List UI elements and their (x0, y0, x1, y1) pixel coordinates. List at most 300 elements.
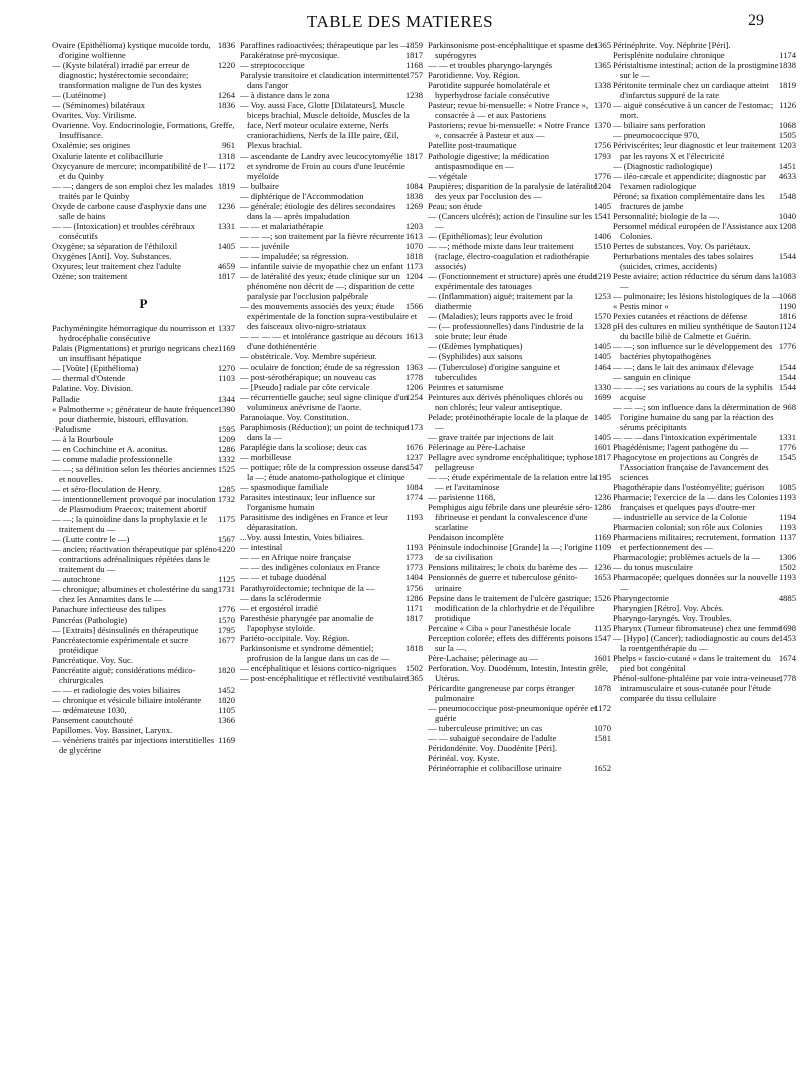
entry-text: Père-Lachaise; pèlerinage au — (428, 652, 538, 663)
entry-text: « Pestis minor » (613, 301, 669, 312)
index-entry (428, 532, 611, 542)
entry-text: — pottique; rôle de la compression osseuse dans la —; étude anatomo-pathologique et clinique (240, 461, 408, 483)
index-entry (240, 382, 423, 392)
entry-text: Pharmacien colonial; son rôle aux Colonies (613, 522, 763, 533)
entry-page-ref: 1203 (778, 140, 796, 151)
index-column-3 (428, 40, 611, 1070)
entry-text: — de latéralité des yeux; étude clinique sur un phénomène non décrit de —; disparition de cette paralysie par l'occlusion palpébrale (240, 271, 415, 302)
entry-page-ref: 1405 (593, 200, 611, 211)
page-title: TABLE DES MATIERES (306, 12, 494, 31)
entry-page-ref: 1285 (217, 483, 235, 494)
entry-text: — —; la quinoïdine dans la prophylaxie et le traitement du — (52, 514, 208, 535)
index-entry (52, 343, 235, 363)
entry-text: — ascendante de Landry avec leucocytomyélie et syndrome de Froin au cours d'une leucémie myéloïde (240, 150, 405, 181)
entry-text: Pexies cutanées et réactions de défense (613, 311, 748, 322)
entry-page-ref: 1203 (405, 220, 423, 231)
index-entry (613, 311, 796, 321)
entry-text: Pelade; protéinothérapie locale de la plaque de — (428, 411, 589, 432)
entry-page-ref: 1109 (594, 542, 611, 553)
entry-page-ref: 1337 (217, 323, 235, 334)
entry-page-ref: 1208 (778, 220, 796, 231)
index-entry (613, 100, 796, 120)
index-entry (428, 382, 611, 392)
entry-text: Palais (Pigmentations) et prurigo negricans chez un insuffisant hépatique (52, 343, 219, 364)
entry-text: Phagocytose en projections au Congrès de l'Association française de l'avancement des sciences (613, 451, 769, 483)
index-entry (613, 362, 796, 372)
entry-page-ref: 1525 (217, 463, 235, 474)
entry-page-ref: 4633 (778, 170, 796, 181)
index-entry (428, 472, 611, 492)
entry-text: — — —; son influence dans la détermination de l'origine humaine du sang par la réaction des sérums précipitants (613, 401, 781, 432)
entry-text: Phénol-sulfone-phtaléine par voie intra-veineuse, intramusculaire et sous-cutanée pour l'étude comparée du tissu cellulaire (613, 672, 783, 704)
entry-text: — —; étude expérimentale de la relation entre la — et l'avitaminose (428, 472, 596, 493)
index-entry (52, 444, 235, 454)
index-entry (613, 211, 796, 221)
entry-page-ref: 1819 (778, 80, 796, 91)
index-entry (240, 462, 423, 482)
entry-text: Pepsine dans le traitement de l'ulcère gastrique; modification de la chlorhydrie et de l'équilibre protidique (428, 592, 595, 623)
entry-text: — industrielle au service de la Colonie (613, 512, 748, 523)
entry-text: — — et troubles pharyngo-laryngés (428, 60, 553, 71)
index-entry (613, 382, 796, 402)
entry-text: — — —dans l'intoxication expérimentale (613, 431, 757, 442)
index-entry (428, 633, 611, 653)
index-entry (240, 542, 423, 552)
index-entry (240, 422, 423, 442)
entry-text: Parkinsonisme post-encéphalitique et spasme des supérogyres (428, 40, 598, 61)
index-entry (240, 201, 423, 221)
entry-page-ref: 1817 (217, 271, 235, 282)
index-entry (428, 171, 611, 181)
index-entry (52, 201, 235, 221)
index-entry (613, 432, 796, 442)
index-entry (240, 452, 423, 462)
entry-page-ref: 1405 (593, 341, 611, 352)
index-entry (52, 110, 235, 120)
entry-page-ref: 1613 (405, 230, 423, 241)
entry-text: Peintres et saturnisme (428, 381, 504, 392)
index-entry (428, 442, 611, 452)
index-entry (52, 90, 235, 100)
entry-page-ref: 4885 (778, 592, 796, 603)
index-entry (52, 665, 235, 685)
entry-text: Périviscérites; leur diagnostic et leur traitement par les rayons X et l'électricité (613, 140, 776, 161)
index-entry (613, 291, 796, 301)
entry-text: Pendaison incomplète (428, 532, 504, 543)
entry-text: Oxyures; leur traitement chez l'adulte (52, 261, 181, 272)
entry-text: Pasteur; revue bi-mensuelle: « Notre France », consacrée à — et aux Pastoriens (428, 100, 589, 121)
entry-page-ref: 1332 (217, 453, 235, 464)
entry-page-ref: 1365 (593, 40, 611, 50)
entry-text: Parkinsonisme et syndrome démentiel; profrusion de la langue dans un cas de — (240, 642, 390, 663)
entry-page-ref: 1817 (405, 150, 423, 161)
entry-page-ref: 1510 (593, 240, 611, 251)
entry-text: Pellagre avec syndrome encéphalitique; typhose pellagreuse (428, 451, 594, 472)
entry-text: Parathyroïdectomie; technique de la — (240, 582, 375, 593)
entry-text: — grave traitée par injections de lait (428, 431, 554, 442)
entry-page-ref: 1567 (217, 534, 235, 545)
entry-text: — morbilleuse (240, 451, 292, 462)
entry-text: — pneumococcique 970, (613, 130, 700, 141)
entry-page-ref: 1502 (778, 562, 796, 573)
entry-page-ref: 1570 (217, 614, 235, 625)
entry-text: — et séro-floculation de Henry. (52, 483, 161, 494)
entry-page-ref: 1236 (217, 200, 235, 211)
entry-text: Péristaltisme intestinal; action de la prostigmine sur le — (613, 60, 779, 81)
entry-page-ref: 1168 (406, 60, 423, 71)
entry-page-ref: 961 (222, 140, 235, 151)
index-column-4 (613, 40, 796, 1070)
entry-page-ref: 1836 (217, 100, 235, 111)
index-entry (240, 613, 423, 633)
entry-page-ref: 1236 (593, 492, 611, 503)
index-entry (240, 251, 423, 261)
index-entry (52, 584, 235, 604)
entry-text: Péricardite gangreneuse par corps étranger pulmonaire (428, 683, 575, 704)
entry-page-ref: 1338 (593, 80, 611, 91)
index-entry (240, 60, 423, 70)
entry-page-ref: 1286 (405, 592, 423, 603)
entry-page-ref: 1236 (593, 562, 611, 573)
entry-text: Phagothérapie dans l'ostéomyélite; guérison (613, 482, 765, 493)
entry-page-ref: 1547 (405, 461, 423, 472)
entry-text: — bulbaire (240, 180, 279, 191)
index-entry (428, 362, 611, 382)
entry-text: — [Voûte] (Epithélioma) (52, 363, 139, 374)
index-entry (52, 534, 235, 544)
entry-page-ref: 1820 (217, 664, 235, 675)
index-entry (240, 492, 423, 512)
entry-text: — post-sérothérapique; un nouveau cas (240, 371, 377, 382)
entry-page-ref: 1126 (779, 100, 796, 111)
entry-text: — —; méthode mixte dans leur traitement (raclage, électro-coagulation et radiothérapie associés) (428, 240, 590, 272)
index-entry (240, 392, 423, 412)
entry-page-ref: 1731 (217, 584, 235, 595)
entry-page-ref: 1757 (405, 70, 423, 81)
index-entry (613, 522, 796, 532)
entry-text: Pertes de substances. Voy. Os pariétaux. (613, 240, 751, 251)
index-entry (240, 442, 423, 452)
index-entry (613, 653, 796, 673)
index-entry (613, 301, 796, 311)
entry-text: — — et radiologie des voies biliaires (52, 684, 181, 695)
entry-page-ref: 1405 (593, 431, 611, 442)
entry-page-ref: 1193 (406, 512, 423, 523)
entry-text: Panachure infectieuse des tulipes (52, 604, 166, 615)
entry-page-ref: 1405 (593, 411, 611, 422)
index-entry (613, 562, 796, 572)
entry-page-ref: 1652 (593, 763, 611, 774)
entry-text: — — et tubage duodénal (240, 572, 327, 583)
entry-page-ref: 1464 (593, 361, 611, 372)
entry-page-ref: 1836 (217, 40, 235, 50)
entry-page-ref: 1451 (778, 160, 796, 171)
index-entry (240, 663, 423, 673)
entry-page-ref: 1452 (217, 684, 235, 695)
index-entry (240, 351, 423, 361)
index-entry (613, 321, 796, 341)
index-entry (240, 231, 423, 241)
entry-text: Personnalité; biologie de la —. (613, 210, 720, 221)
entry-page-ref: 1193 (779, 522, 796, 533)
index-entry (428, 623, 611, 633)
index-entry (52, 60, 235, 90)
index-entry (613, 492, 796, 512)
entry-text: — générale; étiologie des délires secondaires dans la — après impaludation (240, 200, 396, 221)
index-entry (428, 492, 611, 502)
entry-page-ref: 1773 (405, 552, 423, 563)
entry-text: Pharyngectomie (613, 592, 669, 603)
entry-text: — aiguë consécutive à un cancer de l'estomac; mort. (613, 100, 774, 121)
entry-text: — comme maladie professionnelle (52, 453, 173, 464)
index-entry (613, 341, 796, 361)
index-entry (613, 271, 796, 291)
entry-page-ref: 1040 (778, 210, 796, 221)
index-entry (613, 673, 796, 703)
entry-page-ref: 1674 (778, 652, 796, 663)
index-entry (52, 514, 235, 534)
entry-page-ref: 1306 (778, 552, 796, 563)
entry-text: — infantile suivie de myopathie chez un enfant (240, 261, 403, 272)
entry-text: — (Syphilides) aux saisons (428, 351, 523, 362)
entry-text: — thermal d'Ostende (52, 373, 126, 384)
index-entry (613, 140, 796, 160)
index-entry (428, 683, 611, 703)
entry-text: Ovarites. Voy. Virilisme. (52, 110, 137, 121)
index-entry (428, 452, 611, 472)
index-entry (52, 373, 235, 383)
index-entry (240, 562, 423, 572)
entry-text: Oxycyanure de mercure; incompatibilité de l'— et du Quinby (52, 160, 217, 181)
entry-text: — parisienne 1168, (428, 492, 496, 503)
index-entry (52, 251, 235, 261)
entry-page-ref: 1406 (593, 230, 611, 241)
entry-page-ref: 1193 (779, 492, 796, 503)
entry-page-ref: 1169 (218, 735, 235, 746)
entry-page-ref: 1193 (406, 542, 423, 553)
entry-page-ref: 1173 (406, 421, 423, 432)
page-number: 29 (748, 12, 764, 29)
entry-page-ref: 1173 (406, 261, 423, 272)
entry-page-ref: 1084 (405, 180, 423, 191)
index-entry (428, 703, 611, 723)
index-entry (428, 241, 611, 271)
entry-page-ref: 1269 (405, 200, 423, 211)
entry-page-ref: 1570 (593, 311, 611, 322)
index-entry (613, 241, 796, 251)
index-entry (240, 673, 423, 683)
entry-page-ref: 1219 (593, 271, 611, 282)
index-entry (52, 484, 235, 494)
entry-text: — sanguin en clinique (613, 371, 691, 382)
entry-page-ref: 1172 (594, 703, 611, 714)
entry-page-ref: 1171 (406, 602, 423, 613)
index-entry (613, 572, 796, 592)
entry-text: — [Hypo] (Cancer); radiodiagnostic au cours de la roentgenthérapie du — (613, 632, 780, 653)
index-entry (52, 635, 235, 655)
entry-text: — diphtérique de l'Accommodation (240, 190, 364, 201)
index-entry (613, 623, 796, 633)
index-entry (428, 723, 611, 733)
entry-text: Oxyde de carbone cause d'asphyxie dans une salle de bains (52, 200, 207, 221)
index-entry (240, 512, 423, 532)
entry-text: Perturbations mentales des tabes solaires (suicides, crimes, accidents) (613, 250, 754, 272)
index-entry (428, 502, 611, 532)
entry-page-ref: 1601 (593, 652, 611, 663)
entry-text: Peste aviaire; action réductrice du sérum dans la — (613, 271, 779, 292)
entry-text: — à distance dans le zona (240, 90, 330, 101)
entry-page-ref: 1105 (218, 704, 235, 715)
index-entry (52, 655, 235, 665)
index-entry (240, 572, 423, 582)
index-entry (240, 633, 423, 643)
index-entry (613, 442, 796, 452)
entry-text: — ancien; réactivation thérapeutique par spléno-contractions adrénaliniques répétées dans le traitement du — (52, 544, 220, 575)
entry-page-ref: 1859 (405, 40, 423, 50)
entry-page-ref: 1124 (779, 321, 796, 332)
entry-page-ref: 1264 (217, 90, 235, 101)
entry-page-ref: 1613 (405, 331, 423, 342)
entry-text: — et ergostérol irradié (240, 602, 318, 613)
entry-page-ref: 1344 (217, 393, 235, 404)
index-entry (428, 80, 611, 100)
entry-page-ref: 1363 (405, 361, 423, 372)
page-header (0, 6, 800, 36)
entry-page-ref: 1070 (593, 723, 611, 734)
entry-text: Phagédénisme; l'agent pathogène du — (613, 441, 749, 452)
entry-text: Pancréatique. Voy. Suc. (52, 654, 133, 665)
entry-text: — — juvénile (240, 240, 290, 251)
entry-text: Pharmacopée; quelques données sur la nouvelle — (613, 572, 778, 593)
index-entry (52, 615, 235, 625)
index-entry (240, 70, 423, 90)
entry-text: Périnéal. voy. Kyste. (428, 753, 500, 764)
index-entry (613, 130, 796, 140)
entry-page-ref: 4659 (217, 261, 235, 272)
entry-text: — encéphalitique et lésions cortico-nigriques (240, 662, 397, 673)
entry-page-ref: 1220 (217, 60, 235, 71)
index-entry (240, 261, 423, 271)
entry-text: Périnéorraphie et colibacillose urinaire (428, 763, 562, 774)
entry-text: — post-encéphalitique et réflectivité vestibulaire (240, 672, 408, 683)
entry-text: Patellite post-traumatique (428, 140, 517, 151)
entry-text: — (Maladies); leurs rapports avec le froid (428, 311, 573, 322)
entry-text: Pharmacie; l'exercice de la — dans les Colonies françaises et quelques pays d'outre-mer (613, 492, 779, 513)
entry-text: Périnéphrite. Voy. Néphrite [Péri]. (613, 40, 731, 50)
index-entry (52, 735, 235, 755)
entry-page-ref: 1195 (594, 472, 611, 483)
entry-text: Ovarienne. Voy. Endocrinologie, Formations, Greffe, Insuffisance. (52, 120, 235, 141)
entry-text: — dans la sclérodermie (240, 592, 322, 603)
index-entry (52, 725, 235, 735)
entry-page-ref: 1838 (405, 190, 423, 201)
index-entry (240, 90, 423, 100)
entry-text: — des mouvements associés des yeux; étude expérimentale de la fonction supra-vestibulaire et des faisceaux olivo-nigro-striataux (240, 301, 418, 332)
entry-page-ref: 1778 (778, 672, 796, 683)
entry-text: Oxalurie latente et colibacillurie (52, 150, 163, 161)
entry-text: — (Cancers ulcérés); action de l'insuline sur les — (428, 210, 593, 231)
index-entry (428, 211, 611, 231)
index-entry (240, 362, 423, 372)
entry-page-ref: 1653 (593, 572, 611, 583)
entry-text: Péninsule indochinoise [Grande] la —; l'origine de sa civilisation (428, 542, 593, 563)
entry-text: Perisplénite nodulaire chronique (613, 50, 725, 61)
index-entry (428, 151, 611, 171)
entry-text: Oxalémie; ses origines (52, 140, 131, 151)
entry-page-ref: 1732 (217, 493, 235, 504)
index-entry (52, 363, 235, 373)
entry-page-ref: 1085 (778, 482, 796, 493)
index-entry (428, 341, 611, 351)
entry-page-ref: 1405 (217, 240, 235, 251)
index-entry (52, 100, 235, 110)
index-entry (613, 593, 796, 603)
entry-page-ref: 1125 (218, 574, 235, 585)
entry-text: Pachyméningite hémorragique du nourrisson et hydrocéphalie consécutive (52, 323, 215, 344)
index-entry (240, 482, 423, 492)
entry-text: Pharynx (Tumeur fibromateuse) chez une femme (613, 622, 782, 633)
index-entry (52, 685, 235, 695)
index-entry (428, 753, 611, 763)
index-entry (52, 494, 235, 514)
index-entry (613, 161, 796, 171)
entry-text: — [Extraits] désinsulinés en thérapeutique (52, 624, 199, 635)
index-entry (240, 221, 423, 231)
index-entry (240, 50, 423, 60)
entry-text: Paranoïaque. Voy. Constitution. (240, 411, 349, 422)
entry-page-ref: 1676 (405, 441, 423, 452)
entry-page-ref: 1776 (593, 170, 611, 181)
index-entry (240, 583, 423, 593)
entry-page-ref: 1404 (405, 572, 423, 583)
entry-page-ref: 1541 (593, 210, 611, 221)
entry-text: Paraffines radioactivées; thérapeutique par les — (240, 40, 410, 50)
entry-page-ref: 1328 (593, 321, 611, 332)
index-entry (613, 512, 796, 522)
entry-page-ref: 1190 (779, 301, 796, 312)
entry-page-ref: 1820 (217, 694, 235, 705)
index-entry (52, 151, 235, 161)
entry-text: Pariéto-occipitale. Voy. Région. (240, 632, 350, 643)
index-entry (52, 241, 235, 251)
entry-text: — iléo-cæcale et appendicite; diagnostic par l'examen radiologique (613, 170, 766, 191)
entry-text: Péritonite terminale chez un cardiaque atteint d'infarctus suppuré de la rate (613, 80, 769, 101)
entry-page-ref: 1253 (593, 291, 611, 302)
entry-page-ref: 1878 (593, 683, 611, 693)
entry-page-ref: 1204 (405, 271, 423, 282)
entry-text: — (Fonctionnement et structure) après une étude expérimentale des tatouages (428, 271, 597, 292)
entry-page-ref: 1238 (405, 90, 423, 101)
index-entry (428, 70, 611, 80)
entry-text: — intestinal (240, 542, 283, 553)
entry-page-ref: 1774 (405, 492, 423, 503)
entry-text: Oxygène; sa séparation de l'éthiloxil (52, 240, 178, 251)
index-entry (428, 432, 611, 442)
index-entry (240, 603, 423, 613)
entry-text: — —; dans le lait des animaux d'élevage (613, 361, 754, 372)
entry-text: Pancréas (Pathologie) (52, 614, 128, 625)
entry-text: Parakératose pré-mycosique. (240, 50, 340, 61)
entry-page-ref: 1209 (217, 433, 235, 444)
entry-page-ref: 1220 (217, 544, 235, 555)
index-entry (240, 191, 423, 201)
entry-page-ref: 1405 (593, 351, 611, 362)
index-entry (240, 532, 423, 542)
entry-page-ref: 1756 (405, 582, 423, 593)
entry-text: Oxygènes [Anti]. Voy. Substances. (52, 250, 172, 261)
entry-page-ref: 1206 (405, 381, 423, 392)
index-column-1 (52, 40, 235, 1070)
